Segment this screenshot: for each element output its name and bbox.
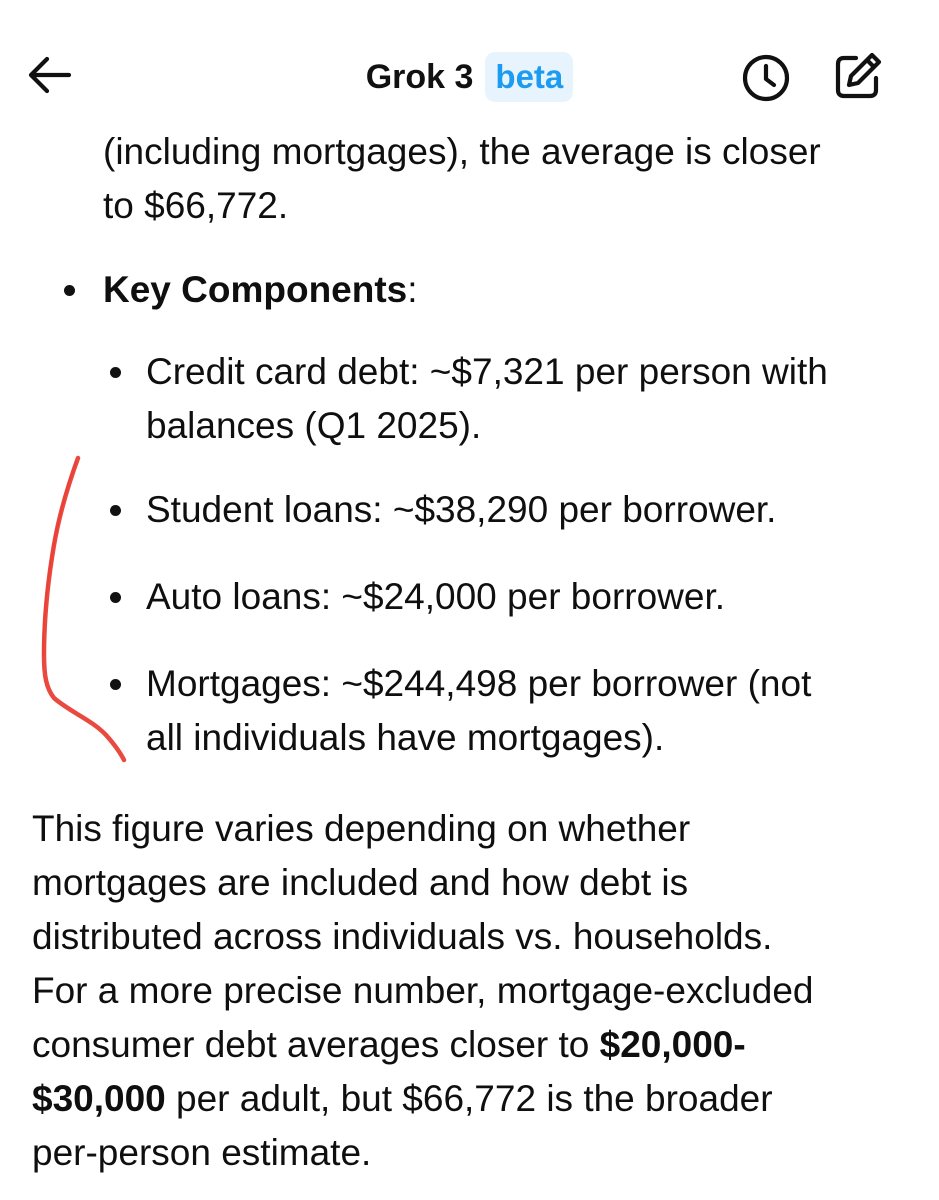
list-item-auto-loans: Auto loans: ~$24,000 per borrower. [146,576,726,617]
summary-line [32,1072,773,1126]
key-components-colon: : [407,269,418,310]
bullet-dot [64,285,75,296]
list-item-credit-card-cont: balances (Q1 2025). [146,405,482,446]
key-components-label: Key Components [103,269,408,310]
summary-line: distributed across individuals vs. households. [32,916,773,957]
beta-badge: beta [485,52,573,102]
summary-text: per adult, but $66,772 is the broader [165,1078,773,1119]
summary-bold-range: $30,000 [32,1078,166,1119]
list-item-student-loans: Student loans: ~$38,290 per borrower. [146,489,777,530]
summary-line: per-person estimate. [32,1132,372,1173]
key-components-heading [103,263,418,317]
summary-line: mortgages are included and how debt is [32,862,689,903]
summary-line [32,1018,746,1072]
list-item-mortgages-cont: all individuals have mortgages). [146,717,665,758]
page-title: Grok 3 [365,58,474,97]
list-item-mortgages: Mortgages: ~$244,498 per borrower (not [146,663,812,704]
bullet-dot [110,367,121,378]
red-bracket-annotation [30,450,140,770]
list-item-credit-card: Credit card debt: ~$7,321 per person with [146,351,828,392]
intro-text-line: to $66,772. [103,185,289,226]
summary-bold-range: $20,000- [599,1024,746,1065]
summary-text: consumer debt averages closer to [32,1024,600,1065]
intro-text-line: (including mortgages), the average is closer [103,131,821,172]
summary-line: This figure varies depending on whether [32,808,691,849]
summary-line: For a more precise number, mortgage-excluded [32,970,814,1011]
